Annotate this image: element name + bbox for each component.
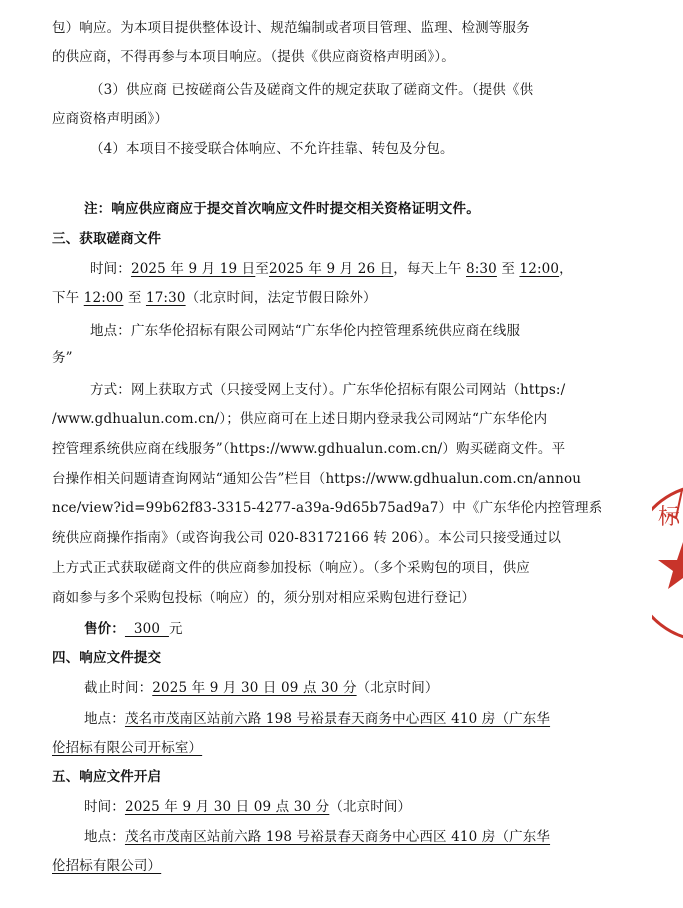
text-line: 的供应商，不得再参与本项目响应。（提供《供应商资格声明函》）。 [52, 49, 455, 65]
method-line: /www.gdhualun.com.cn/）；供应商可在上述日期内登录我公司网站“广东华伦内 [52, 411, 548, 427]
seal-star-icon [658, 542, 683, 589]
note-text: 注：响应供应商应于提交首次响应文件时提交相关资格证明文件。 [84, 201, 480, 217]
text-line: （3）供应商 已按磋商公告及磋商文件的规定获取了磋商文件。（提供《供 [90, 82, 534, 98]
price-line: 售价： 300 元 [84, 621, 183, 637]
submit-place-line-2: 伦招标有限公司开标室） [52, 740, 203, 756]
acquire-place-line: 地点：广东华伦招标有限公司网站“广东华伦内控管理系统供应商在线服 [90, 323, 521, 339]
open-place-line-2: 伦招标有限公司） [52, 858, 162, 874]
open-time-line: 时间：2025 年 9 月 30 日 09 点 30 分（北京时间） [84, 799, 412, 815]
method-line: 控管理系统供应商在线服务”（https://www.gdhualun.com.cn/）购买磋商文件。平 [52, 441, 566, 457]
section-heading: 三、获取磋商文件 [52, 231, 162, 247]
text-line: （4）本项目不接受联合体响应、不允许挂靠、转包及分包。 [90, 141, 454, 157]
text-line: 包）响应。为本项目提供整体设计、规范编制或者项目管理、监理、检测等服务 [52, 20, 530, 36]
method-line: 上方式正式获取磋商文件的供应商参加投标（响应）。（多个采购包的项目，供应 [52, 560, 530, 576]
text-line: 应商资格声明函》） [52, 111, 169, 127]
acquire-time-line: 时间：2025 年 9 月 19 日至2025 年 9 月 26 日，每天上午 8:30 至 12:00， [90, 261, 573, 277]
deadline-line: 截止时间：2025 年 9 月 30 日 09 点 30 分（北京时间） [84, 680, 439, 696]
method-line: 商如参与多个采购包投标（响应）的，须分别对相应采购包进行登记） [52, 590, 476, 606]
method-line: 方式：网上获取方式（只接受网上支付）。广东华伦招标有限公司网站（https:/ [90, 382, 566, 398]
section-heading: 四、响应文件提交 [52, 650, 162, 666]
section-heading: 五、响应文件开启 [52, 769, 162, 785]
submit-place-line: 地点：茂名市茂南区站前六路 198 号裕景春天商务中心西区 410 房（广东华 [84, 711, 551, 727]
open-place-line: 地点：茂名市茂南区站前六路 198 号裕景春天商务中心西区 410 房（广东华 [84, 829, 551, 845]
acquire-place-line-2: 务” [52, 350, 73, 366]
method-line: 台操作相关问题请查询网站“通知公告”栏目（https://www.gdhualun.com.cn/annou [52, 471, 582, 487]
acquire-time-line-2: 下午 12:00 至 17:30（北京时间，法定节假日除外） [52, 290, 377, 306]
method-line: nce/view?id=99b62f83-3315-4277-a39a-9d65b75ad9a7）中《广东华伦内控管理系 [52, 500, 603, 516]
method-line: 统供应商操作指南》（或咨询我公司 020-83172166 转 206）。本公司只接受通过以 [52, 530, 562, 546]
seal-text: 标 [658, 505, 681, 530]
company-seal [652, 484, 683, 644]
